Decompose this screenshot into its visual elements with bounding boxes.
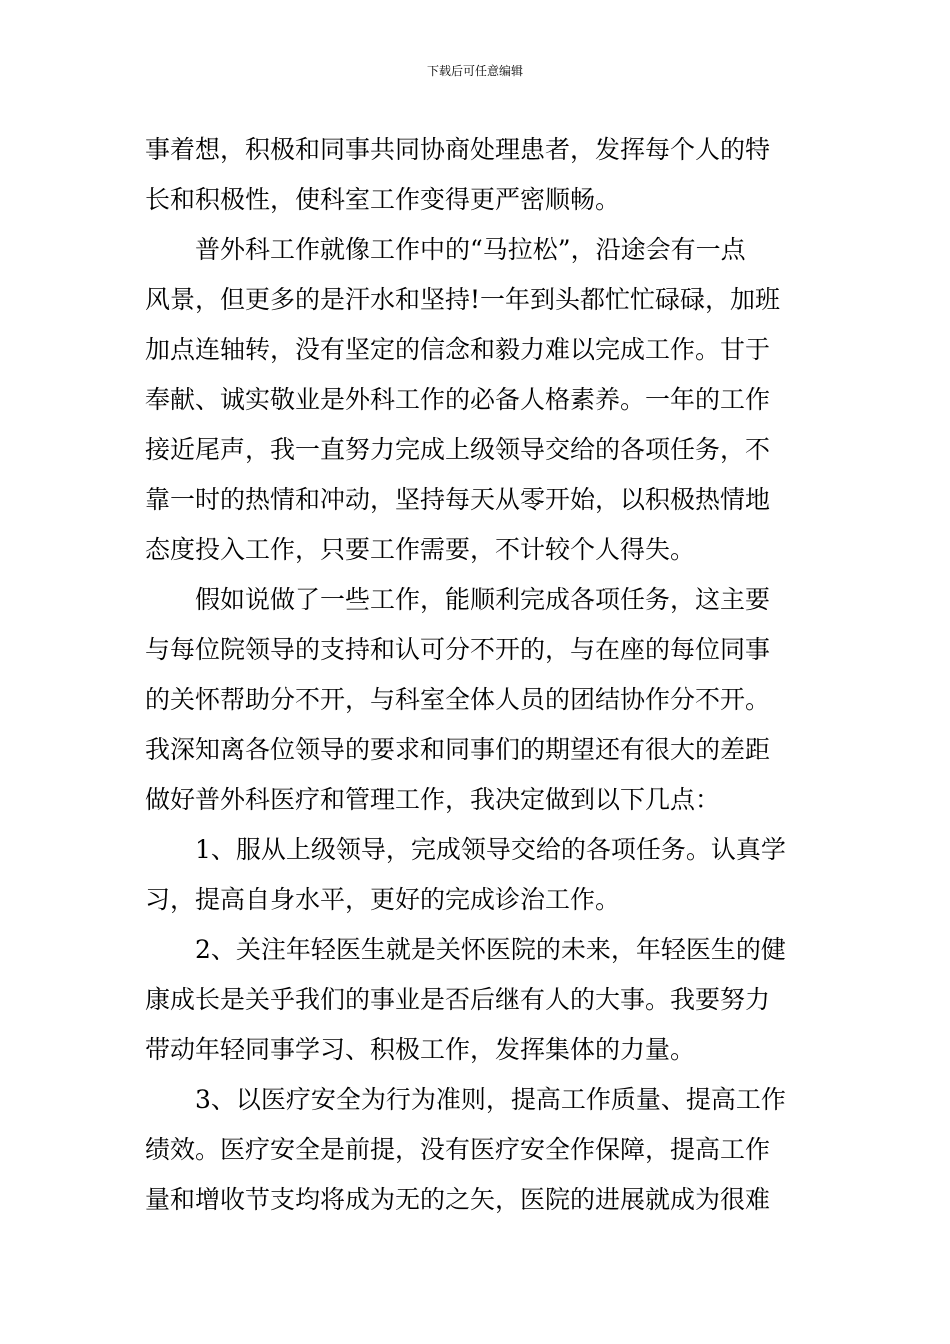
- text-line: 做好普外科医疗和管理工作，我决定做到以下几点：: [145, 785, 721, 814]
- list-item-1-start-line: 1、服从上级领导，完成领导交给的各项任务。认真学: [195, 835, 786, 864]
- paragraph-start-line: 普外科工作就像工作中的“马拉松”，沿途会有一点: [195, 235, 746, 264]
- text-line: 长和积极性，使科室工作变得更严密顺畅。: [145, 185, 621, 214]
- text-line: 态度投入工作，只要工作需要，不计较个人得失。: [145, 535, 696, 564]
- text-line: 加点连轴转，没有坚定的信念和毅力难以完成工作。甘于: [145, 335, 771, 364]
- text-line: 我深知离各位领导的要求和同事们的期望还有很大的差距: [145, 735, 771, 764]
- text-line: 接近尾声，我一直努力完成上级领导交给的各项任务，不: [145, 435, 771, 464]
- list-item-3-start-line: 3、以医疗安全为行为准则，提高工作质量、提高工作: [195, 1085, 786, 1114]
- list-item-2-start-line: 2、关注年轻医生就是关怀医院的未来，年轻医生的健: [195, 935, 786, 964]
- text-line: 绩效。医疗安全是前提，没有医疗安全作保障，提高工作: [145, 1135, 771, 1164]
- text-line: 康成长是关乎我们的事业是否后继有人的大事。我要努力: [145, 985, 771, 1014]
- text-line: 量和增收节支均将成为无的之矢，医院的进展就成为很难: [145, 1185, 771, 1214]
- text-line: 靠一时的热情和冲动，坚持每天从零开始，以积极热情地: [145, 485, 771, 514]
- paragraph-start-line: 假如说做了一些工作，能顺利完成各项任务，这主要: [195, 585, 771, 614]
- text-line: 奉献、诚实敬业是外科工作的必备人格素养。一年的工作: [145, 385, 771, 414]
- text-line: 风景，但更多的是汗水和坚持!一年到头都忙忙碌碌，加班: [145, 285, 781, 314]
- text-line: 的关怀帮助分不开，与科室全体人员的团结协作分不开。: [145, 685, 771, 714]
- text-line: 带动年轻同事学习、积极工作，发挥集体的力量。: [145, 1035, 696, 1064]
- page-header: 下载后可任意编辑: [426, 64, 523, 78]
- text-line: 事着想，积极和同事共同协商处理患者，发挥每个人的特: [145, 135, 771, 164]
- text-line: 与每位院领导的支持和认可分不开的，与在座的每位同事: [145, 635, 771, 664]
- text-line: 习，提高自身水平，更好的完成诊治工作。: [145, 885, 621, 914]
